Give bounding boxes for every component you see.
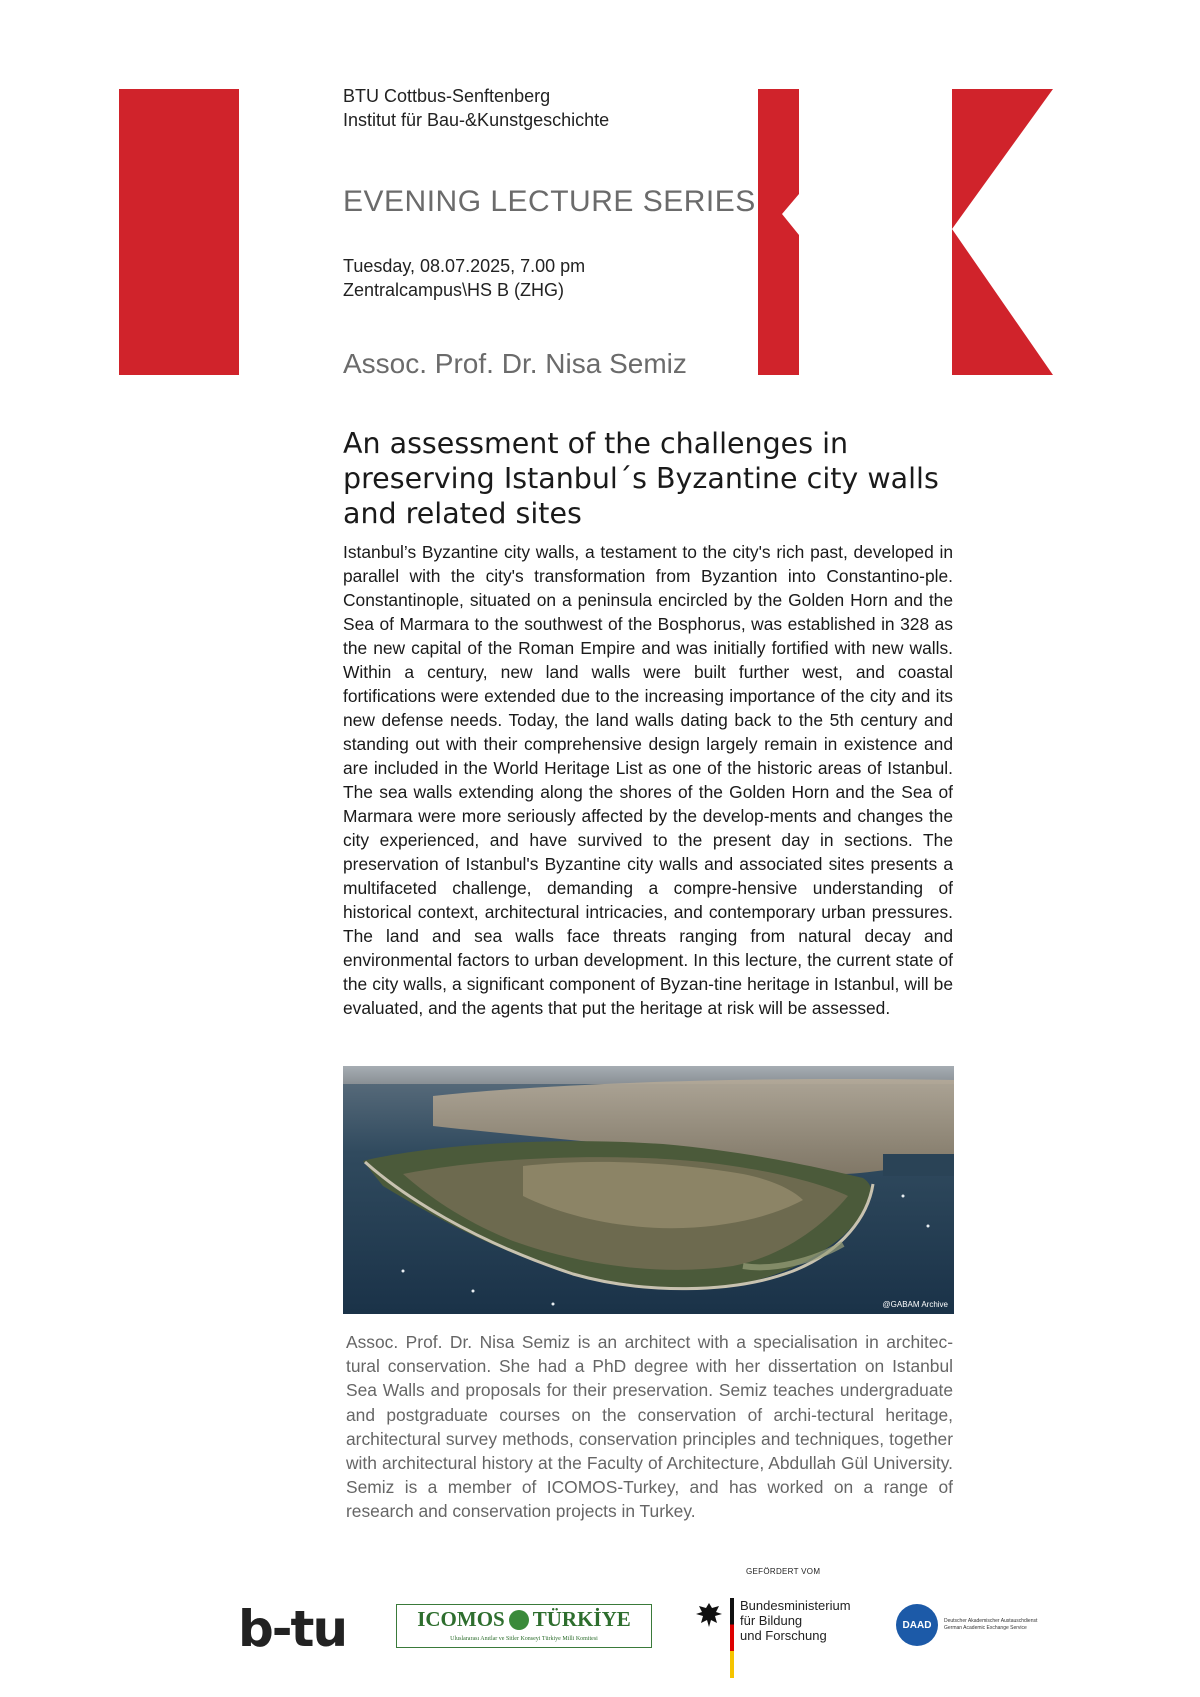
globe-icon bbox=[509, 1610, 529, 1630]
bmbf-line1: Bundesministerium bbox=[740, 1598, 851, 1613]
lecture-title: An assessment of the challenges in preserving Istanbul´s Byzantine city walls and related sites bbox=[343, 427, 939, 530]
german-flag-stripe bbox=[730, 1598, 734, 1678]
daad-circle-icon bbox=[896, 1604, 938, 1646]
bmbf-line2: für Bildung bbox=[740, 1613, 803, 1628]
bmbf-line3: und Forschung bbox=[740, 1628, 827, 1643]
daad-label: DAAD bbox=[902, 1619, 932, 1631]
funded-by-label: GEFÖRDERT VOM bbox=[746, 1567, 821, 1576]
icomos-turkiye-logo bbox=[396, 1604, 652, 1648]
aerial-photo-illustration bbox=[343, 1066, 954, 1314]
event-venue: Zentralcampus\HS B (ZHG) bbox=[343, 280, 565, 300]
institute-name: Institut für Bau-&Kunstgeschichte bbox=[343, 110, 610, 130]
aerial-photo-istanbul bbox=[343, 1066, 954, 1314]
daad-line2: German Academic Exchange Service bbox=[944, 1625, 1027, 1631]
turkiye-label: TÜRKİYE bbox=[532, 1607, 631, 1631]
speaker-bio: Assoc. Prof. Dr. Nisa Semiz is an architect with a specialisation in architec-tural conservation. She had a PhD degree with her dissertation on Istanbul Sea Walls and proposals for their preservation. Semiz teaches undergraduate and postgraduate courses on the conservation of archi-tectural heritage, architectural survey methods, conservation principles and techniques, together with architectural history at the Faculty of Architecture, Abdullah Gül University. Semiz is a member of ICOMOS-Turkey, and has worked on a range of research and conservation projects in Turkey. bbox=[346, 1332, 953, 1522]
lecture-abstract: Istanbul’s Byzantine city walls, a testament to the city's rich past, developed in parallel with the city's transformation from Byzantion into Constantino-ple. Constantinople, situated on a peninsula encircled by the Golden Horn and the Sea of Marmara to the southwest of the Bosphorus, was established in 328 as the new capital of the Roman Empire and was initially fortified with new walls. Within a century, new land walls were built further west, and coastal fortifications were extended due to the increasing importance of the city and its new defense needs. Today, the land walls dating back to the 5th century and standing out with their comprehensive design largely remain in existence and are included in the World Heritage List as one of the historic areas of Istanbul. The sea walls extending along the shores of the Golden Horn and the Sea of Marmara were more seriously affected by the develop-ments and changes the city experienced, and have survived to the present day in sections. The preservation of Istanbul's Byzantine city walls and associated sites presents a multifaceted challenge, demanding a compre-hensive understanding of historical context, architectural intricacies, and contemporary urban pressures. The land and sea walls face threats ranging from natural decay and environmental factors to urban development. In this lecture, the current state of the city walls, a significant component of Byzan-tine heritage in Istanbul, will be evaluated, and the agents that put the heritage at risk will be assessed. bbox=[343, 542, 953, 1018]
btu-logo-text: b-tu bbox=[238, 1600, 347, 1658]
red-k-mark bbox=[758, 89, 1056, 375]
speaker-name: Assoc. Prof. Dr. Nisa Semiz bbox=[343, 348, 687, 379]
federal-eagle-icon bbox=[694, 1600, 724, 1630]
photo-credit: @GABAM Archive bbox=[882, 1300, 948, 1309]
daad-logo bbox=[896, 1604, 1061, 1648]
daad-line1: Deutscher Akademischer Austauschdienst bbox=[944, 1618, 1038, 1624]
k-arms-shape bbox=[952, 89, 1053, 375]
icomos-subtitle: Uluslararası Anıtlar ve Sitler Konseyi Türkiye Milli Komitesi bbox=[450, 1636, 598, 1642]
event-date-time: Tuesday, 08.07.2025, 7.00 pm bbox=[343, 256, 586, 276]
red-bar-left bbox=[119, 89, 239, 375]
k-stem-shape bbox=[758, 89, 799, 375]
icomos-label: ICOMOS bbox=[417, 1607, 505, 1631]
institution-name: BTU Cottbus-Senftenberg bbox=[343, 86, 551, 106]
series-title: EVENING LECTURE SERIES bbox=[343, 185, 756, 218]
btu-logo bbox=[238, 1600, 346, 1658]
bmbf-logo bbox=[694, 1598, 854, 1678]
